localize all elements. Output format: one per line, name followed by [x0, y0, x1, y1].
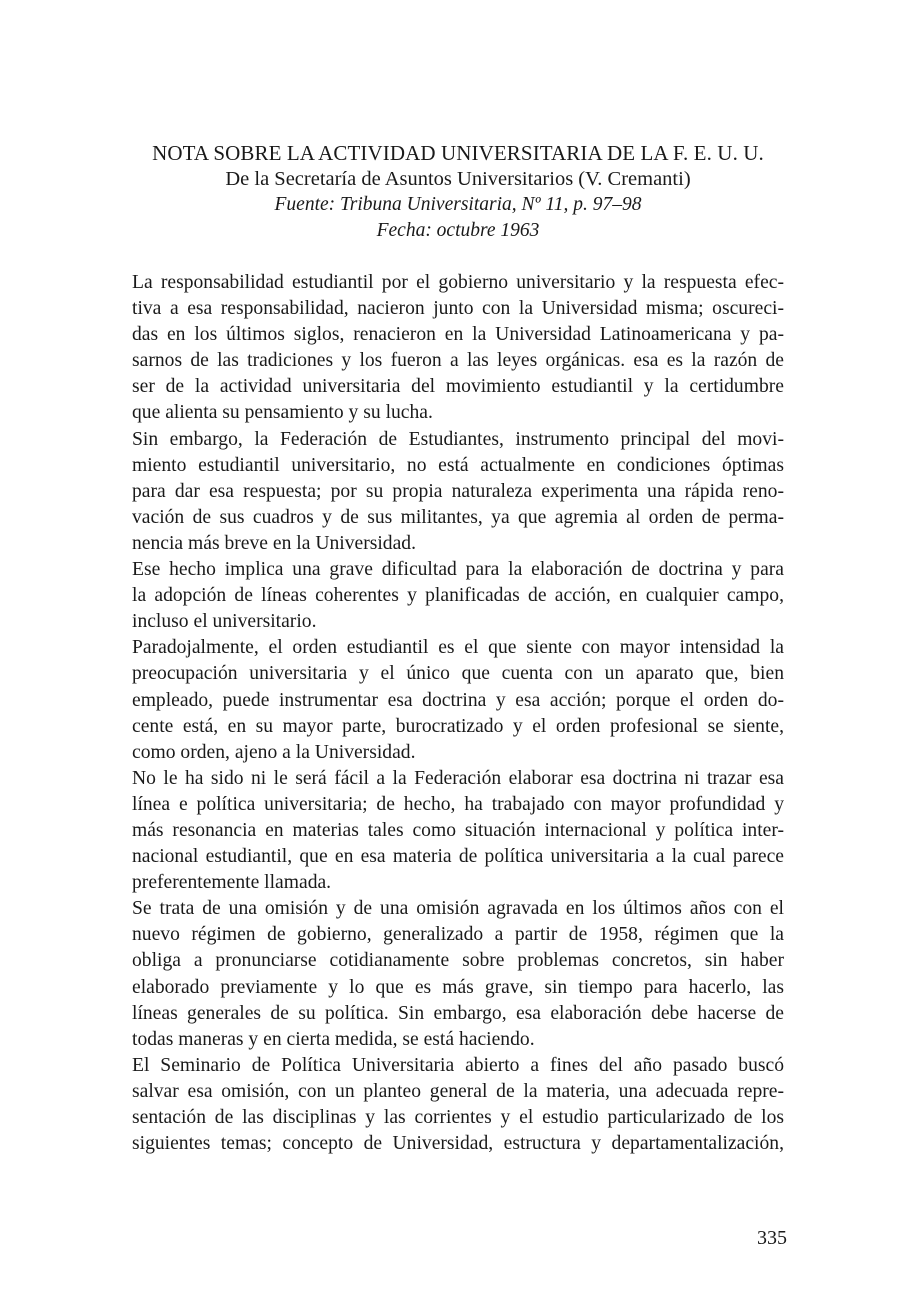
text-line: No le ha sido ni le será fácil a la Federación elaborar esa doctrina ni trazar esa — [132, 767, 784, 789]
text-line: miento estudiantil universitario, no está actualmente en condiciones óptimas — [132, 454, 784, 476]
text-line: que alienta su pensamiento y su lucha. — [132, 402, 433, 424]
body-text — [132, 270, 784, 1157]
text-line: más resonancia en materias tales como situación internacional y política inter- — [132, 819, 784, 841]
text-line: das en los últimos siglos, renacieron en la Universidad Latinoamericana y pa- — [132, 324, 784, 346]
text-line: líneas generales de su política. Sin embargo, esa elaboración debe hacerse de — [132, 1002, 784, 1024]
text-line: salvar esa omisión, con un planteo general de la materia, una adecuada repre- — [132, 1080, 784, 1102]
document-title: NOTA SOBRE LA ACTIVIDAD UNIVERSITARIA DE LA F. E. U. U. — [152, 141, 764, 165]
text-line: empleado, puede instrumentar esa doctrina y esa acción; porque el orden do- — [132, 689, 784, 711]
text-line: vación de sus cuadros y de sus militantes, ya que agremia al orden de perma- — [132, 506, 784, 528]
text-line: preocupación universitaria y el único que cuenta con un aparato que, bien — [132, 663, 784, 685]
text-line: elaborado previamente y lo que es más grave, sin tiempo para hacerlo, las — [132, 976, 784, 998]
text-line: tiva a esa responsabilidad, nacieron junto con la Universidad misma; oscureci- — [132, 298, 784, 320]
text-line: obliga a pronunciarse cotidianamente sobre problemas concretos, sin haber — [132, 950, 784, 972]
text-line: El Seminario de Política Universitaria abierto a fines del año pasado buscó — [132, 1054, 784, 1076]
text-line: línea e política universitaria; de hecho, ha trabajado con mayor profundidad y — [132, 793, 784, 815]
text-line: sentación de las disciplinas y las corrientes y el estudio particularizado de los — [132, 1107, 784, 1128]
text-line: preferentemente llamada. — [132, 872, 332, 894]
text-line: nencia más breve en la Universidad. — [132, 532, 416, 554]
text-line: como orden, ajeno a la Universidad. — [132, 741, 416, 763]
text-line: cente está, en su mayor parte, burocratizado y el orden profesional se siente, — [132, 715, 784, 737]
source-citation: Fuente: Tribuna Universitaria, Nº 11, p. 97–98 — [274, 194, 642, 215]
text-line: ser de la actividad universitaria del movimiento estudiantil y la certidumbre — [132, 376, 784, 398]
text-line: nacional estudiantil, que en esa materia de política universitaria a la cual parece — [132, 846, 784, 868]
text-line: Sin embargo, la Federación de Estudiantes, instrumento principal del movi- — [132, 428, 784, 450]
text-line: todas maneras y en cierta medida, se está haciendo. — [132, 1028, 535, 1050]
document-date: Fecha: octubre 1963 — [376, 219, 540, 241]
text-line: Paradojalmente, el orden estudiantil es el que siente con mayor intensidad la — [132, 637, 784, 659]
text-line: La responsabilidad estudiantil por el gobierno universitario y la respuesta efec- — [132, 272, 784, 293]
text-line: nuevo régimen de gobierno, generalizado a partir de 1958, régimen que la — [132, 924, 784, 946]
text-line: la adopción de líneas coherentes y planificadas de acción, en cualquier campo, — [132, 585, 784, 607]
document-subtitle: De la Secretaría de Asuntos Universitarios (V. Cremanti) — [225, 167, 691, 190]
text-line: incluso el universitario. — [132, 611, 317, 633]
document-header — [0, 141, 916, 243]
text-line: siguientes temas; concepto de Universidad, estructura y departamentalización, — [132, 1133, 784, 1155]
text-line: para dar esa respuesta; por su propia naturaleza experimenta una rápida reno- — [132, 480, 784, 502]
text-line: Se trata de una omisión y de una omisión agravada en los últimos años con el — [132, 898, 784, 920]
text-line: Ese hecho implica una grave dificultad para la elaboración de doctrina y para — [132, 559, 784, 581]
text-line: sarnos de las tradiciones y los fueron a las leyes orgánicas. esa es la razón de — [132, 350, 784, 372]
page-number: 335 — [757, 1227, 787, 1249]
